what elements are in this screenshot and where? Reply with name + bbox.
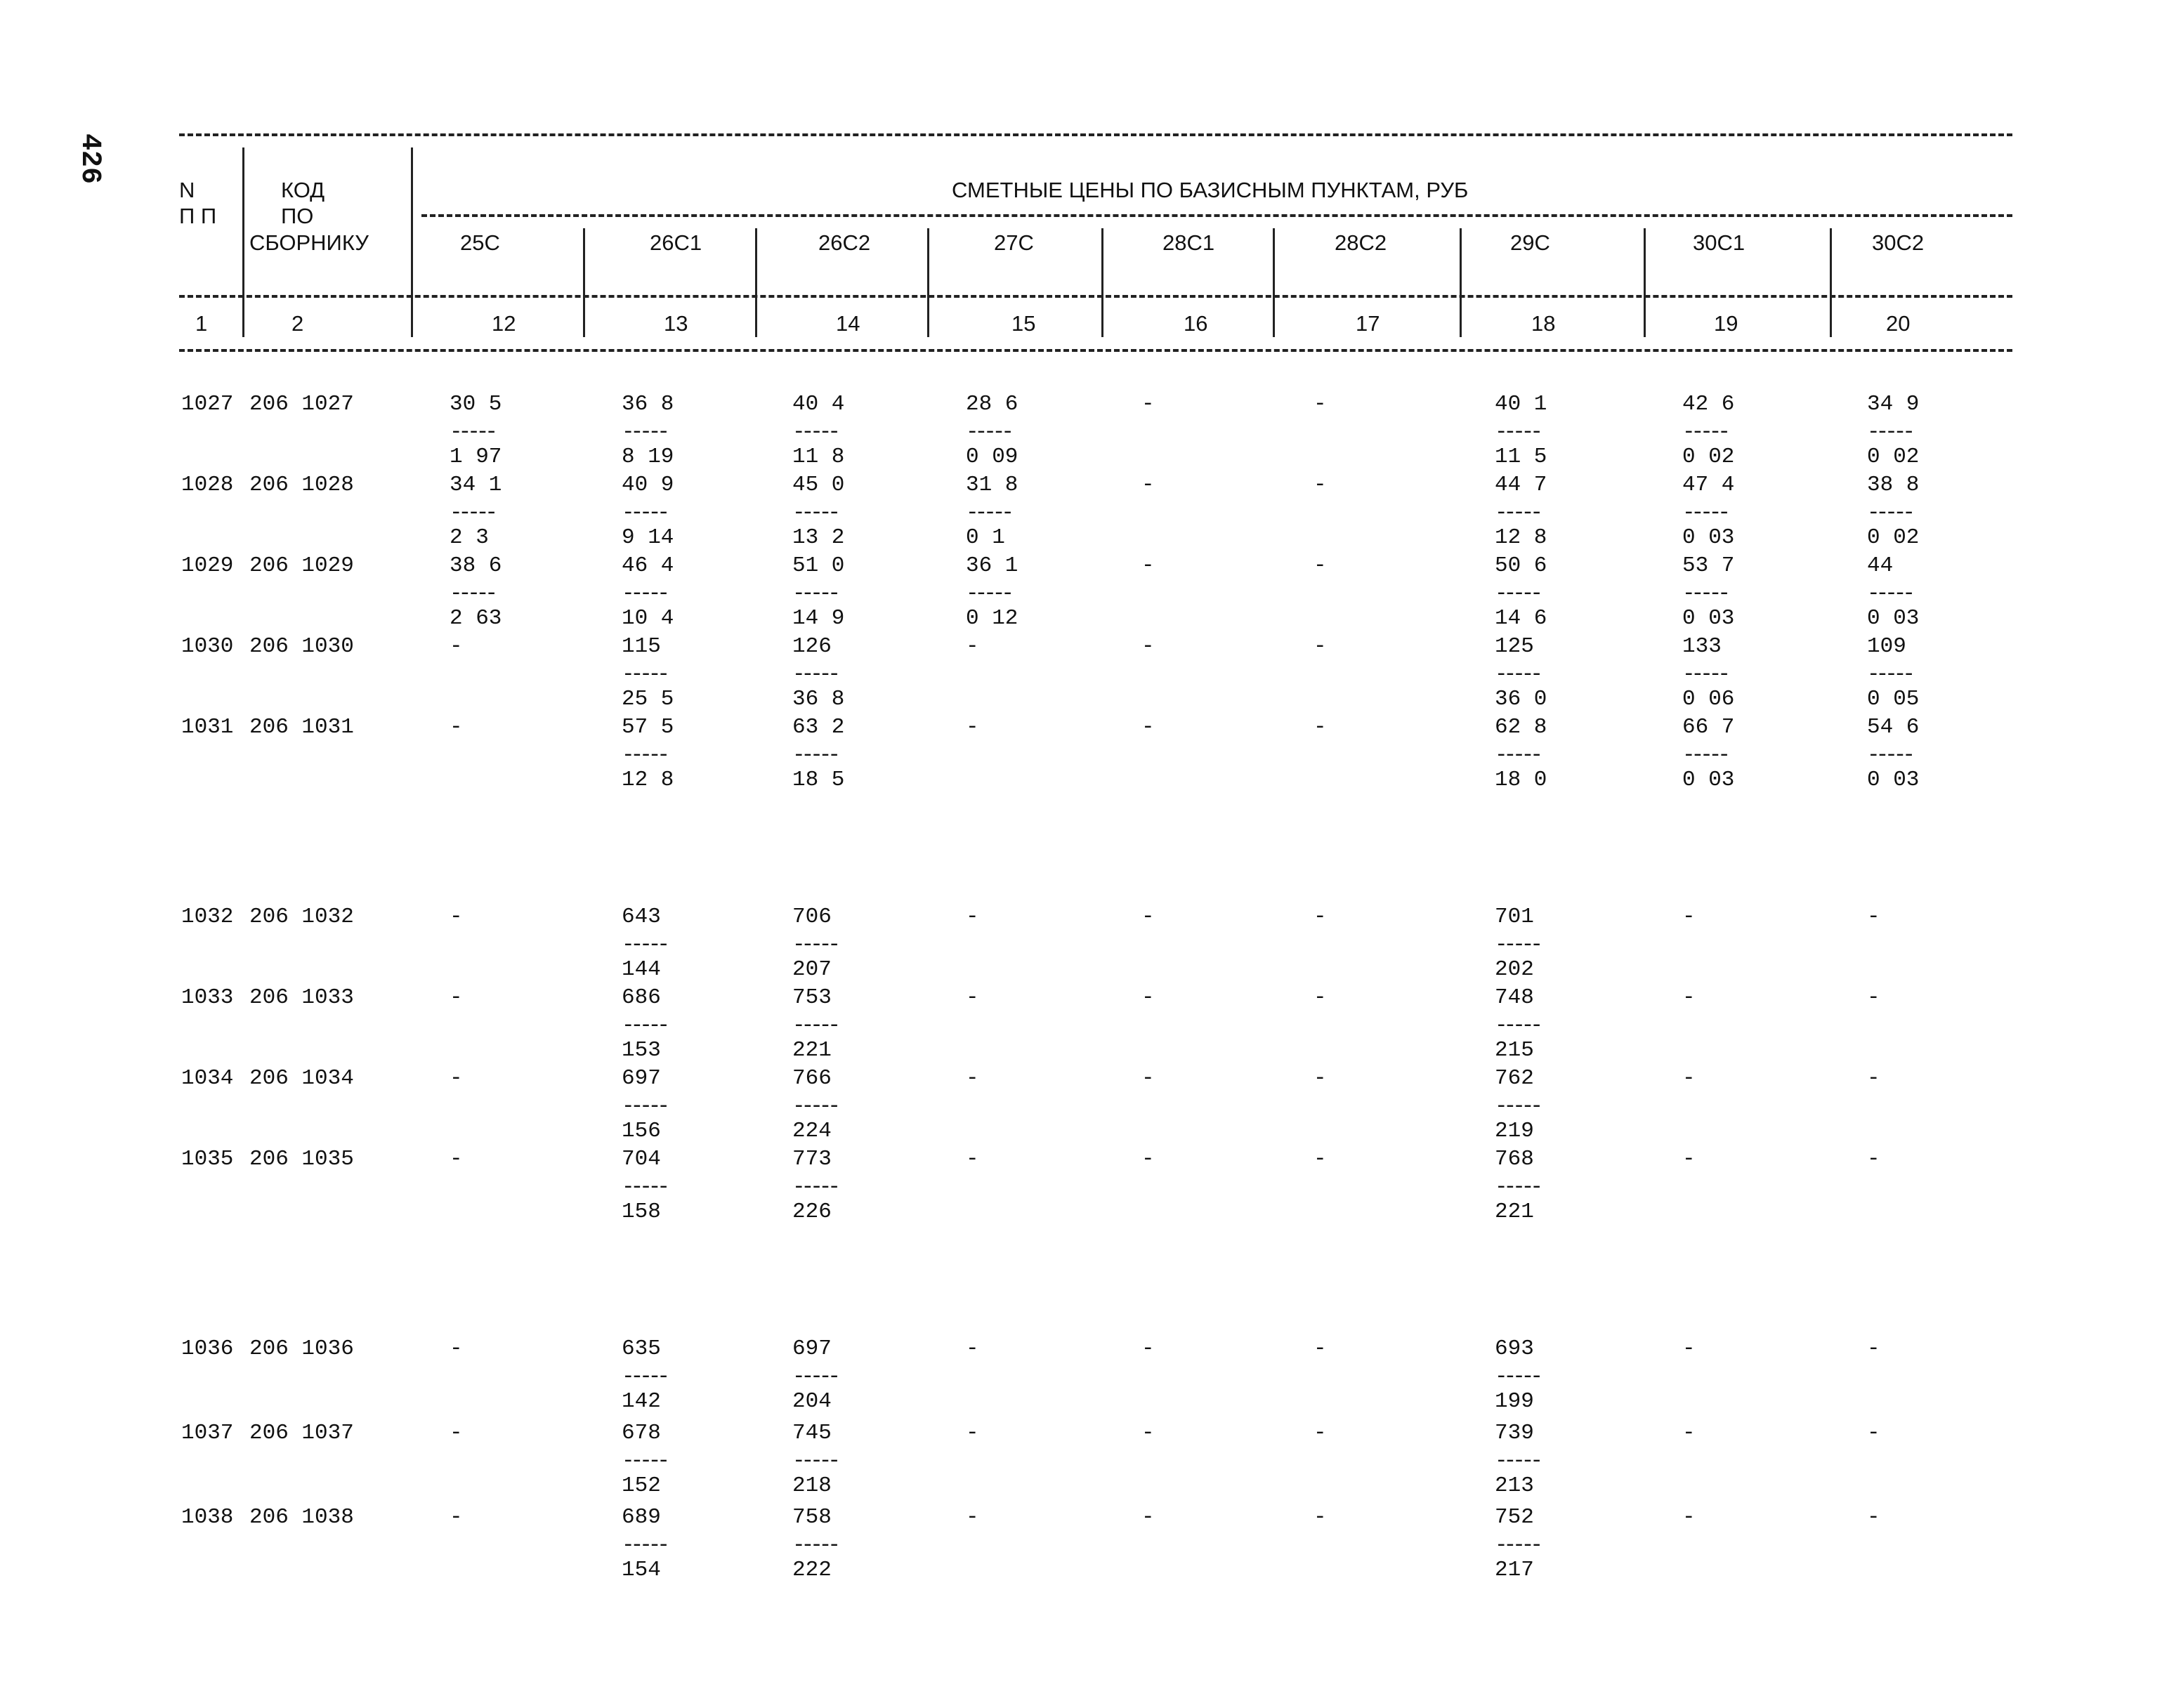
header-kod-po: ПО [281, 204, 314, 228]
fraction-rule: ----- [622, 1013, 667, 1038]
price-value: - [1313, 1421, 1327, 1445]
price-value: 704 [622, 1147, 661, 1171]
price-value-secondary: 18 0 [1495, 768, 1547, 792]
price-value: 38 6 [450, 553, 502, 578]
fraction-rule: ----- [450, 582, 494, 606]
header-vline [1273, 228, 1275, 337]
price-value: 45 0 [792, 473, 845, 497]
price-value: - [450, 715, 463, 740]
price-value: 53 7 [1682, 553, 1735, 578]
price-value-secondary: 152 [622, 1473, 661, 1498]
price-value: - [1682, 1066, 1696, 1091]
column-number: 1 [195, 311, 208, 336]
header-n: N [179, 178, 195, 202]
column-number: 2 [291, 311, 304, 336]
fraction-rule: ----- [1682, 743, 1727, 768]
row-number: 1038 [181, 1505, 234, 1530]
price-value: 47 4 [1682, 473, 1735, 497]
fraction-rule: ----- [966, 501, 1011, 525]
column-header: 30С2 [1872, 230, 1925, 255]
price-value: - [1682, 1505, 1696, 1530]
price-value-secondary: 0 03 [1682, 525, 1735, 550]
fraction-rule: ----- [792, 1365, 837, 1389]
fraction-rule: ----- [1682, 501, 1727, 525]
price-value: 133 [1682, 634, 1722, 659]
price-value: 31 8 [966, 473, 1018, 497]
header-vline [755, 228, 757, 337]
price-value-secondary: 2 3 [450, 525, 489, 550]
price-value: - [1867, 1505, 1880, 1530]
fraction-rule: ----- [1867, 420, 1912, 445]
price-value-secondary: 199 [1495, 1389, 1534, 1414]
price-value: 125 [1495, 634, 1534, 659]
price-value-secondary: 0 1 [966, 525, 1005, 550]
price-value: - [1313, 1505, 1327, 1530]
column-number: 14 [836, 311, 860, 336]
price-value-secondary: 222 [792, 1558, 832, 1582]
price-value-secondary: 226 [792, 1200, 832, 1224]
fraction-rule: ----- [966, 582, 1011, 606]
column-header: 28С2 [1335, 230, 1387, 255]
fraction-rule: ----- [792, 582, 837, 606]
price-value-secondary: 2 63 [450, 606, 502, 631]
price-value-secondary: 0 02 [1867, 445, 1920, 469]
column-number: 16 [1184, 311, 1208, 336]
price-value: - [1141, 473, 1155, 497]
price-value: - [1682, 1421, 1696, 1445]
price-value: - [1141, 1147, 1155, 1171]
price-value-secondary: 158 [622, 1200, 661, 1224]
fraction-rule: ----- [450, 420, 494, 445]
price-value: - [1141, 985, 1155, 1010]
row-number: 1030 [181, 634, 234, 659]
fraction-rule: ----- [966, 420, 1011, 445]
price-value: 40 4 [792, 392, 845, 416]
row-code: 206 1030 [249, 634, 354, 659]
fraction-rule: ----- [1495, 1449, 1540, 1473]
price-value: 752 [1495, 1505, 1534, 1530]
price-value: - [1682, 985, 1696, 1010]
header-top-rule [179, 133, 2012, 136]
price-value-secondary: 0 03 [1867, 606, 1920, 631]
price-value: 686 [622, 985, 661, 1010]
row-code: 206 1038 [249, 1505, 354, 1530]
price-value: 30 5 [450, 392, 502, 416]
price-value: - [1141, 1066, 1155, 1091]
price-value: - [450, 1336, 463, 1361]
fraction-rule: ----- [1495, 420, 1540, 445]
fraction-rule: ----- [1682, 420, 1727, 445]
price-value: - [1141, 1505, 1155, 1530]
price-value-secondary: 207 [792, 957, 832, 982]
price-value: 758 [792, 1505, 832, 1530]
fraction-rule: ----- [792, 1449, 837, 1473]
row-number: 1037 [181, 1421, 234, 1445]
price-value: 62 8 [1495, 715, 1547, 740]
price-value: - [1141, 392, 1155, 416]
fraction-rule: ----- [622, 582, 667, 606]
column-header: 26С2 [818, 230, 871, 255]
row-number: 1032 [181, 905, 234, 929]
price-value-secondary: 219 [1495, 1119, 1534, 1143]
price-value-secondary: 218 [792, 1473, 832, 1498]
fraction-rule: ----- [1495, 1094, 1540, 1119]
fraction-rule: ----- [1495, 1013, 1540, 1038]
row-code: 206 1035 [249, 1147, 354, 1171]
column-number: 12 [492, 311, 516, 336]
price-value: 57 5 [622, 715, 674, 740]
price-value: - [1141, 1421, 1155, 1445]
price-value: 40 9 [622, 473, 674, 497]
price-value: 38 8 [1867, 473, 1920, 497]
fraction-rule: ----- [1867, 582, 1912, 606]
price-value: - [966, 1066, 979, 1091]
price-value: - [1867, 1066, 1880, 1091]
price-value: - [1313, 634, 1327, 659]
price-value: - [1313, 1066, 1327, 1091]
row-code: 206 1027 [249, 392, 354, 416]
price-value: 745 [792, 1421, 832, 1445]
price-value-secondary: 221 [1495, 1200, 1534, 1224]
price-value: - [1313, 1336, 1327, 1361]
fraction-rule: ----- [622, 1533, 667, 1558]
fraction-rule: ----- [1867, 743, 1912, 768]
row-code: 206 1037 [249, 1421, 354, 1445]
price-value: 34 9 [1867, 392, 1920, 416]
fraction-rule: ----- [1682, 662, 1727, 687]
fraction-rule: ----- [622, 933, 667, 957]
price-value: - [1682, 905, 1696, 929]
price-value: - [1313, 392, 1327, 416]
row-code: 206 1032 [249, 905, 354, 929]
price-value-secondary: 0 02 [1682, 445, 1735, 469]
price-value-secondary: 142 [622, 1389, 661, 1414]
column-header: 28С1 [1162, 230, 1215, 255]
fraction-rule: ----- [622, 743, 667, 768]
column-number: 20 [1886, 311, 1911, 336]
price-value-secondary: 8 19 [622, 445, 674, 469]
price-value: 678 [622, 1421, 661, 1445]
price-value: - [966, 905, 979, 929]
price-value: 697 [792, 1336, 832, 1361]
price-value-secondary: 0 03 [1682, 768, 1735, 792]
column-number: 13 [664, 311, 688, 336]
price-value: 36 1 [966, 553, 1018, 578]
price-value-secondary: 217 [1495, 1558, 1534, 1582]
price-value-secondary: 14 6 [1495, 606, 1547, 631]
price-value: - [966, 985, 979, 1010]
price-value-secondary: 12 8 [1495, 525, 1547, 550]
price-value: 28 6 [966, 392, 1018, 416]
price-value: 706 [792, 905, 832, 929]
price-value-secondary: 0 03 [1682, 606, 1735, 631]
price-value: 42 6 [1682, 392, 1735, 416]
price-value-secondary: 18 5 [792, 768, 845, 792]
column-header: 30С1 [1693, 230, 1745, 255]
price-value: - [450, 1066, 463, 1091]
price-value-secondary: 12 8 [622, 768, 674, 792]
price-value-secondary: 11 8 [792, 445, 845, 469]
fraction-rule: ----- [1495, 933, 1540, 957]
price-value: - [966, 1505, 979, 1530]
price-value: 51 0 [792, 553, 845, 578]
price-value: - [450, 634, 463, 659]
price-value: 44 7 [1495, 473, 1547, 497]
fraction-rule: ----- [622, 501, 667, 525]
price-value: - [1141, 1336, 1155, 1361]
row-code: 206 1034 [249, 1066, 354, 1091]
fraction-rule: ----- [792, 933, 837, 957]
price-value: - [1867, 985, 1880, 1010]
price-value-secondary: 156 [622, 1119, 661, 1143]
price-value: 689 [622, 1505, 661, 1530]
price-value: 762 [1495, 1066, 1534, 1091]
header-vline [1460, 228, 1462, 337]
header-vline [927, 228, 929, 337]
price-value: 768 [1495, 1147, 1534, 1171]
price-value: - [450, 1147, 463, 1171]
fraction-rule: ----- [622, 1365, 667, 1389]
column-number: 17 [1356, 311, 1380, 336]
price-value-secondary: 10 4 [622, 606, 674, 631]
column-number: 18 [1531, 311, 1556, 336]
fraction-rule: ----- [1495, 1365, 1540, 1389]
row-code: 206 1033 [249, 985, 354, 1010]
price-value: - [1141, 553, 1155, 578]
fraction-rule: ----- [792, 1094, 837, 1119]
price-value-secondary: 0 12 [966, 606, 1018, 631]
fraction-rule: ----- [792, 662, 837, 687]
price-value: - [1313, 985, 1327, 1010]
price-value: - [966, 634, 979, 659]
price-value: 697 [622, 1066, 661, 1091]
price-value-secondary: 153 [622, 1038, 661, 1063]
price-value-secondary: 14 9 [792, 606, 845, 631]
header-kod-sbornik: СБОРНИКУ [249, 230, 369, 255]
row-code: 206 1036 [249, 1336, 354, 1361]
header-n-sub: П П [179, 204, 217, 228]
fraction-rule: ----- [1495, 501, 1540, 525]
header-vline [583, 228, 585, 337]
fraction-rule: ----- [792, 1013, 837, 1038]
fraction-rule: ----- [622, 420, 667, 445]
header-vline [411, 147, 413, 337]
price-value: - [1867, 1421, 1880, 1445]
column-header: 27С [994, 230, 1034, 255]
price-value: - [966, 1336, 979, 1361]
price-value: 66 7 [1682, 715, 1735, 740]
price-value-secondary: 154 [622, 1558, 661, 1582]
price-value: - [450, 905, 463, 929]
column-number: 19 [1714, 311, 1738, 336]
fraction-rule: ----- [450, 501, 494, 525]
price-value: 34 1 [450, 473, 502, 497]
header-group-title: СМЕТНЫЕ ЦЕНЫ ПО БАЗИСНЫМ ПУНКТАМ, РУБ [952, 178, 1469, 202]
price-value-secondary: 13 2 [792, 525, 845, 550]
price-value: 115 [622, 634, 661, 659]
header-vline [1101, 228, 1103, 337]
price-value-secondary: 25 5 [622, 687, 674, 711]
header-bottom-rule [179, 349, 2012, 352]
fraction-rule: ----- [1867, 501, 1912, 525]
price-value: - [1141, 634, 1155, 659]
price-value-secondary: 1 97 [450, 445, 502, 469]
fraction-rule: ----- [792, 501, 837, 525]
price-value: - [966, 1421, 979, 1445]
price-value: 701 [1495, 905, 1534, 929]
price-value-secondary: 11 5 [1495, 445, 1547, 469]
row-number: 1034 [181, 1066, 234, 1091]
fraction-rule: ----- [1495, 582, 1540, 606]
fraction-rule: ----- [622, 1449, 667, 1473]
header-vline [242, 147, 244, 337]
row-number: 1031 [181, 715, 234, 740]
price-value-secondary: 0 06 [1682, 687, 1735, 711]
price-value: - [1867, 905, 1880, 929]
row-code: 206 1028 [249, 473, 354, 497]
row-number: 1035 [181, 1147, 234, 1171]
price-value: - [1682, 1147, 1696, 1171]
header-group-rule [421, 214, 2012, 217]
row-code: 206 1031 [249, 715, 354, 740]
price-value-secondary: 215 [1495, 1038, 1534, 1063]
row-number: 1033 [181, 985, 234, 1010]
price-value: 126 [792, 634, 832, 659]
price-value: 643 [622, 905, 661, 929]
price-value: - [1867, 1147, 1880, 1171]
fraction-rule: ----- [1495, 662, 1540, 687]
column-header: 25С [460, 230, 500, 255]
price-value: 753 [792, 985, 832, 1010]
row-number: 1029 [181, 553, 234, 578]
price-value-secondary: 224 [792, 1119, 832, 1143]
price-value-secondary: 0 03 [1867, 768, 1920, 792]
row-number: 1036 [181, 1336, 234, 1361]
price-value: 40 1 [1495, 392, 1547, 416]
header-vline [1830, 228, 1832, 337]
price-value: - [1313, 905, 1327, 929]
price-value: - [450, 985, 463, 1010]
fraction-rule: ----- [622, 662, 667, 687]
price-value: 50 6 [1495, 553, 1547, 578]
column-header: 29С [1510, 230, 1550, 255]
row-number: 1028 [181, 473, 234, 497]
price-value-secondary: 204 [792, 1389, 832, 1414]
price-value-secondary: 36 0 [1495, 687, 1547, 711]
price-value: 739 [1495, 1421, 1534, 1445]
column-header: 26С1 [650, 230, 702, 255]
price-value: - [966, 715, 979, 740]
price-value: 635 [622, 1336, 661, 1361]
price-value: - [1313, 1147, 1327, 1171]
price-value: - [1682, 1336, 1696, 1361]
price-value-secondary: 0 05 [1867, 687, 1920, 711]
price-value-secondary: 36 8 [792, 687, 845, 711]
fraction-rule: ----- [622, 1094, 667, 1119]
price-value-secondary: 144 [622, 957, 661, 982]
price-value: - [966, 1147, 979, 1171]
fraction-rule: ----- [1495, 1533, 1540, 1558]
price-value: 693 [1495, 1336, 1534, 1361]
header-vline [1644, 228, 1646, 337]
price-value-secondary: 0 09 [966, 445, 1018, 469]
price-value-secondary: 0 02 [1867, 525, 1920, 550]
fraction-rule: ----- [792, 1175, 837, 1200]
fraction-rule: ----- [792, 743, 837, 768]
header-mid-rule [179, 295, 2012, 298]
fraction-rule: ----- [1682, 582, 1727, 606]
price-value: - [1141, 905, 1155, 929]
price-value: - [1867, 1336, 1880, 1361]
page-number: 426 [74, 133, 105, 185]
price-value-secondary: 9 14 [622, 525, 674, 550]
price-value: - [450, 1505, 463, 1530]
price-value: 766 [792, 1066, 832, 1091]
price-value: 63 2 [792, 715, 845, 740]
price-value: - [450, 1421, 463, 1445]
fraction-rule: ----- [792, 1533, 837, 1558]
row-number: 1027 [181, 392, 234, 416]
fraction-rule: ----- [1867, 662, 1912, 687]
row-code: 206 1029 [249, 553, 354, 578]
price-value: 36 8 [622, 392, 674, 416]
price-value: - [1313, 473, 1327, 497]
header-kod: КОД [281, 178, 325, 202]
fraction-rule: ----- [1495, 743, 1540, 768]
price-value-secondary: 202 [1495, 957, 1534, 982]
price-value: 748 [1495, 985, 1534, 1010]
price-value: 44 [1867, 553, 1894, 578]
price-value: 54 6 [1867, 715, 1920, 740]
price-value-secondary: 213 [1495, 1473, 1534, 1498]
price-value-secondary: 221 [792, 1038, 832, 1063]
price-value: - [1313, 553, 1327, 578]
column-number: 15 [1011, 311, 1036, 336]
fraction-rule: ----- [1495, 1175, 1540, 1200]
price-value: 46 4 [622, 553, 674, 578]
price-value: - [1313, 715, 1327, 740]
price-value: - [1141, 715, 1155, 740]
fraction-rule: ----- [622, 1175, 667, 1200]
fraction-rule: ----- [792, 420, 837, 445]
price-value: 773 [792, 1147, 832, 1171]
price-value: 109 [1867, 634, 1906, 659]
